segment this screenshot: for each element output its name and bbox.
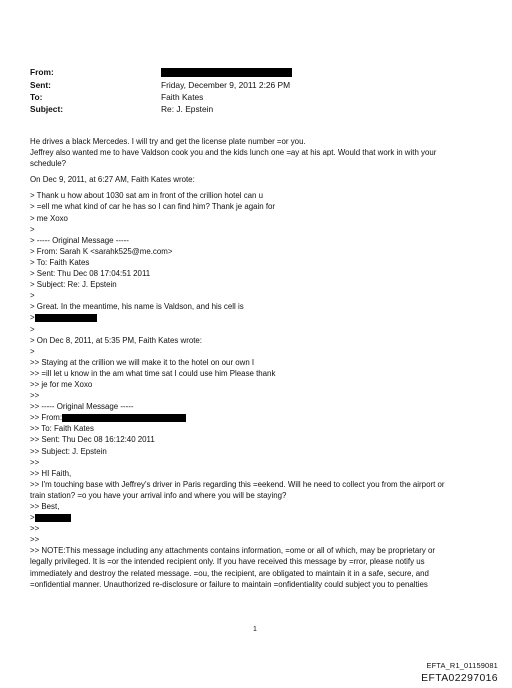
redaction-bar [62, 414, 186, 422]
reply-intro-line: On Dec 9, 2011, at 6:27 AM, Faith Kates wrote: [30, 175, 195, 185]
quote-line: > Subject: Re: J. Epstein [30, 280, 117, 290]
quote-line: >> Subject: J. Epstein [30, 446, 107, 456]
quote-line: >> Best, [30, 502, 60, 511]
quote-line: >> I'm touching base with Jeffrey's driver in Paris regarding this =eekend. Will he need to collect you from the airport or [30, 479, 445, 489]
document-ref-small: EFTA_R1_01159081 [426, 661, 498, 670]
redaction-bar [161, 68, 292, 77]
from-label: From: [30, 67, 54, 77]
quote-line: >> je for me Xoxo [30, 379, 93, 389]
quote-line-redacted: >> From: [30, 412, 488, 423]
to-label: To: [30, 92, 43, 102]
quote-line: > ----- Original Message ----- [30, 235, 129, 245]
quote-line: train station? =o you have your arrival info and where you will be staying? [30, 490, 287, 500]
quote-line: >> [30, 535, 40, 545]
sent-label: Sent: [30, 80, 51, 90]
header-to-row [30, 91, 490, 103]
quote-line: > [30, 291, 35, 301]
subject-label: Subject: [30, 104, 64, 114]
quote-line: > On Dec 8, 2011, at 5:35 PM, Faith Kates wrote: [30, 335, 203, 345]
quote-line-redacted: > [30, 512, 488, 523]
quote-line: > [30, 324, 35, 334]
to-value: Faith Kates [161, 92, 204, 102]
quote-line: >> ----- Original Message ----- [30, 402, 134, 412]
quote-line: > Great. In the meantime, his name is Valdson, and his cell is [30, 302, 244, 312]
disclaimer-line: legally privileged. It is =or the intended recipient only. If you have received this message by =rror, please notify us [30, 557, 425, 567]
disclaimer-line: immediately and destroy the related message. =ou, the recipient, are obligated to maintain it in a safe, secure, and [30, 568, 429, 578]
quote-line: >> HI Faith, [30, 468, 72, 478]
quote-line: > [30, 224, 35, 234]
quote-line: > me Xoxo [30, 213, 68, 223]
quote-line: >> To: Faith Kates [30, 424, 94, 434]
subject-value: Re: J. Epstein [161, 104, 214, 114]
header-subject-row [30, 103, 490, 115]
quote-line: >> Sent: Thu Dec 08 16:12:40 2011 [30, 435, 155, 445]
disclaimer-line: >> NOTE:This message including any attachments contains information, =ome or all of which, may be proprietary or [30, 546, 436, 556]
quote-line: >> [30, 524, 40, 534]
quote-line: >> [30, 457, 40, 467]
body-line: Jeffrey also wanted me to have Valdson cook you and the kids lunch one =ay at his apt. Would that work in with your [30, 148, 437, 158]
quote-line: > Sent: Thu Dec 08 17:04:51 2011 [30, 269, 151, 279]
document-ref-big: EFTA02297016 [421, 673, 498, 684]
redaction-bar [35, 314, 97, 322]
quote-line: > [30, 346, 35, 356]
header-sent-row [30, 79, 490, 91]
quote-line: >> Staying at the crillion we will make it to the hotel on our own I [30, 357, 255, 367]
quote-line: > Thank u how about 1030 sat am in front of the crillion hotel can u [30, 191, 263, 201]
quote-line: >> [30, 391, 40, 401]
redaction-bar [35, 514, 71, 522]
header-from-row [30, 66, 490, 78]
disclaimer-line: =onfidential manner. Unauthorized re-disclosure or failure to maintain =onfidentiality could subject you to penalties [30, 579, 428, 589]
quote-line: > To: Faith Kates [30, 257, 90, 267]
quote-line: > =ell me what kind of car he has so I can find him? Thank je again for [30, 202, 276, 212]
body-line: He drives a black Mercedes. I will try and get the license plate number =or you. [30, 137, 306, 146]
sent-value: Friday, December 9, 2011 2:26 PM [161, 80, 291, 90]
body-line: schedule? [30, 159, 66, 169]
page-number: 1 [253, 626, 257, 633]
quote-line: >> =ill let u know in the am what time sat I could use him Please thank [30, 368, 276, 378]
quote-line-redacted: > [30, 312, 488, 323]
quote-line: > From: Sarah K <sarahk525@me.com> [30, 246, 173, 256]
email-body [30, 136, 488, 590]
